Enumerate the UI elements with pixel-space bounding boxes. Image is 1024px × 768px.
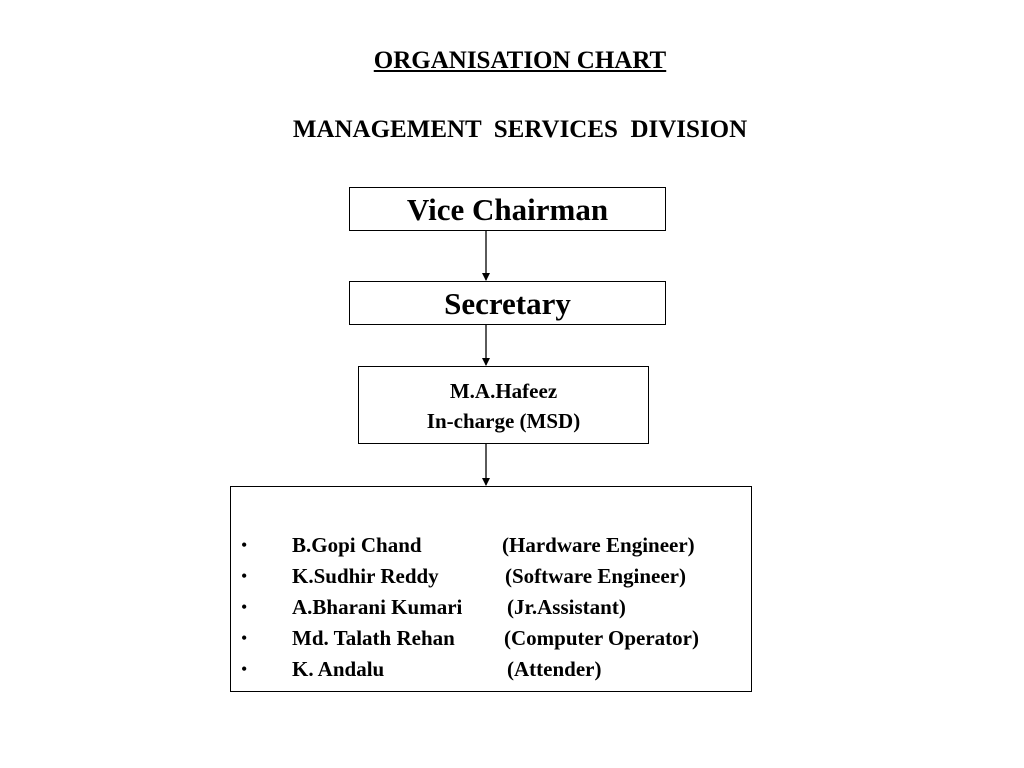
staff-role: (Software Engineer) <box>505 564 686 588</box>
staff-name: K.Sudhir Reddy <box>292 564 439 588</box>
bullet-icon: • <box>241 597 248 617</box>
staff-role: (Attender) <box>507 657 602 681</box>
node-vice-chairman-label: Vice Chairman <box>406 192 609 227</box>
staff-name: Md. Talath Rehan <box>292 626 455 650</box>
node-secretary <box>349 281 666 325</box>
chart-title: ORGANISATION CHART <box>373 47 667 74</box>
node-secretary-label: Secretary <box>444 286 571 321</box>
node-staff <box>230 486 752 692</box>
bullet-icon: • <box>241 628 248 648</box>
node-vice-chairman <box>349 187 666 231</box>
bullet-icon: • <box>241 535 248 555</box>
node-incharge-name: M.A.Hafeez <box>449 379 558 403</box>
node-incharge <box>358 366 649 444</box>
staff-role: (Jr.Assistant) <box>507 595 626 619</box>
chart-subtitle: MANAGEMENT SERVICES DIVISION <box>292 116 748 143</box>
staff-role: (Hardware Engineer) <box>502 533 695 557</box>
bullet-icon: • <box>241 659 248 679</box>
staff-name: A.Bharani Kumari <box>292 595 463 619</box>
bullet-icon: • <box>241 566 248 586</box>
staff-name: K. Andalu <box>292 657 385 681</box>
staff-role: (Computer Operator) <box>504 626 699 650</box>
node-incharge-role: In-charge (MSD) <box>426 409 581 433</box>
staff-name: B.Gopi Chand <box>292 533 422 557</box>
